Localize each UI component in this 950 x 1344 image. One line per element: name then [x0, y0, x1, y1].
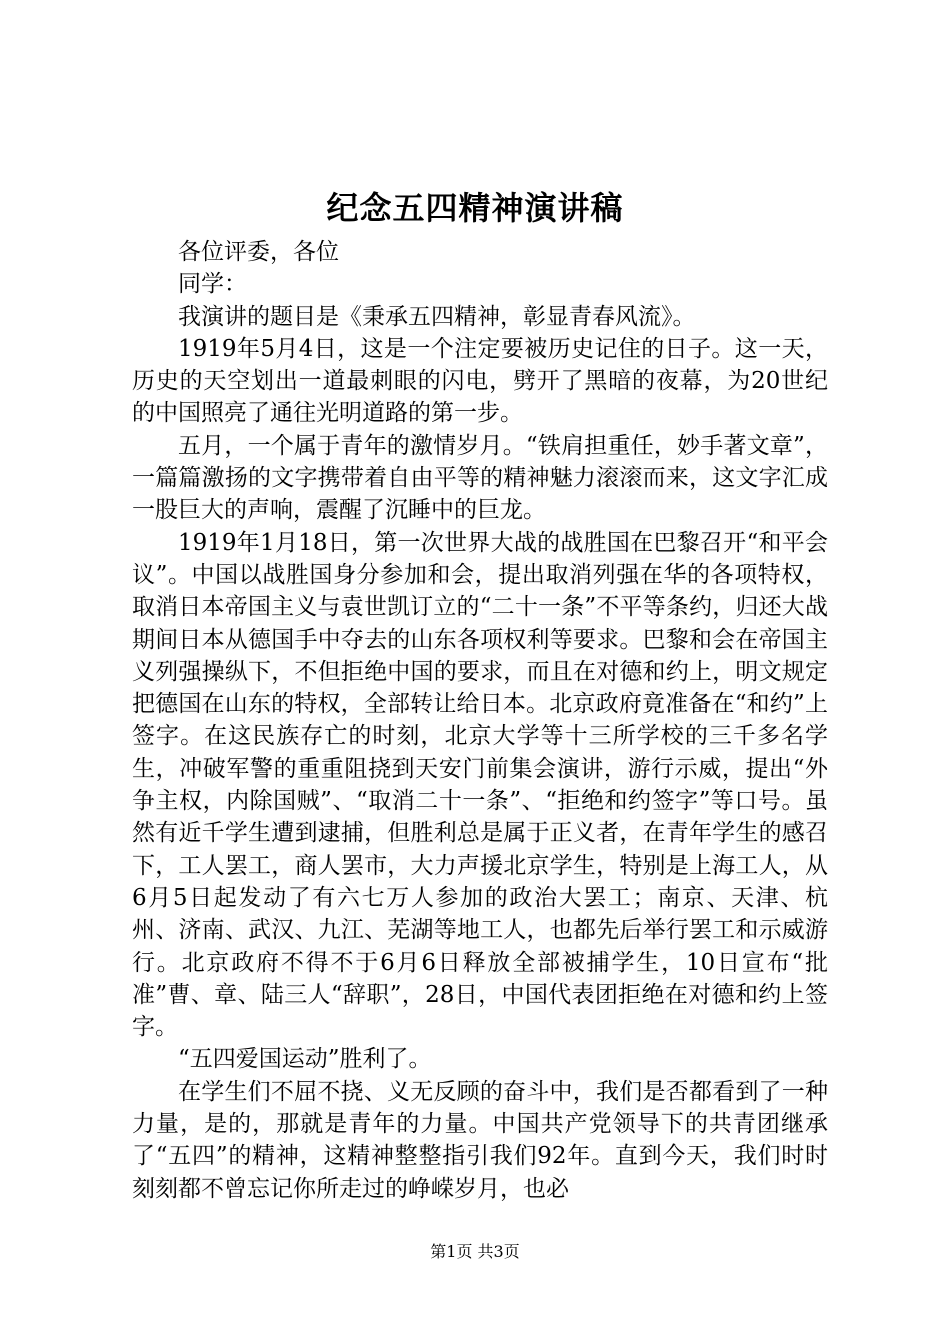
paragraph-greeting: 各位评委，各位	[178, 239, 339, 265]
paragraph-topic: 我演讲的题目是《秉承五四精神，彰显青春风流》。	[178, 303, 696, 330]
paragraph-greeting-cont: 同学：	[178, 271, 247, 298]
page-footer: 第1页 共3页	[430, 1242, 520, 1261]
paragraph-may-youth: 五月，一个属于青年的激情岁月。“铁肩担重任，妙手著文章”，一篇篇激扬的文字携带着自由平等的精神魅力滚滚而来，这文字汇成一股巨大的声响，震醒了沉睡中的巨龙。	[132, 432, 828, 524]
paragraph-youth-power: 在学生们不屈不挠、义无反顾的奋斗中，我们是否都看到了一种力量，是的，那就是青年的力量。中国共产党领导下的共青团继承了“五四”的精神，这精神整整指引我们92年。直到今天，我们时时刻刻都不曾忘记你所走过的峥嵘岁月，也必	[132, 1078, 828, 1202]
document-title: 纪念五四精神演讲稿	[326, 189, 624, 227]
paragraph-paris-conference: 1919年1月18日，第一次世界大战的战胜国在巴黎召开“和平会议”。中国以战胜国身分参加和会，提出取消列强在华的各项特权，取消日本帝国主义与袁世凯订立的“二十一条”不平等条约，归还大战期间日本从德国手中夺去的山东各项权利等要求。巴黎和会在帝国主义列强操纵下，不但拒绝中国的要求，而且在对德和约上，明文规定把德国在山东的特权，全部转让给日本。北京政府竟准备在“和约”上签字。在这民族存亡的时刻，北京大学等十三所学校的三千多名学生，冲破军警的重重阻挠到天安门前集会演讲，游行示威，提出“外争主权，内除国贼”、“取消二十一条”、“拒绝和约签字”等口号。虽然有近千学生遭到逮捕，但胜利总是属于正义者，在青年学生的感召下，工人罢工，商人罢市，大力声援北京学生，特别是上海工人，从6月5日起发动了有六七万人参加的政治大罢工；南京、天津、杭州、济南、武汉、九江、芜湖等地工人，也都先后举行罢工和示威游行。北京政府不得不于6月6日释放全部被捕学生，10日宣布“批准”曹、章、陆三人“辞职”，28日，中国代表团拒绝在对德和约上签字。	[132, 529, 828, 1041]
paragraph-may-fourth: 1919年5月4日，这是一个注定要被历史记住的日子。这一天，历史的天空划出一道最刺眼的闪电，劈开了黑暗的夜幕，为20世纪的中国照亮了通往光明道路的第一步。	[132, 335, 828, 427]
paragraph-victory: “五四爱国运动”胜利了。	[178, 1046, 432, 1073]
document-body	[132, 236, 828, 1205]
